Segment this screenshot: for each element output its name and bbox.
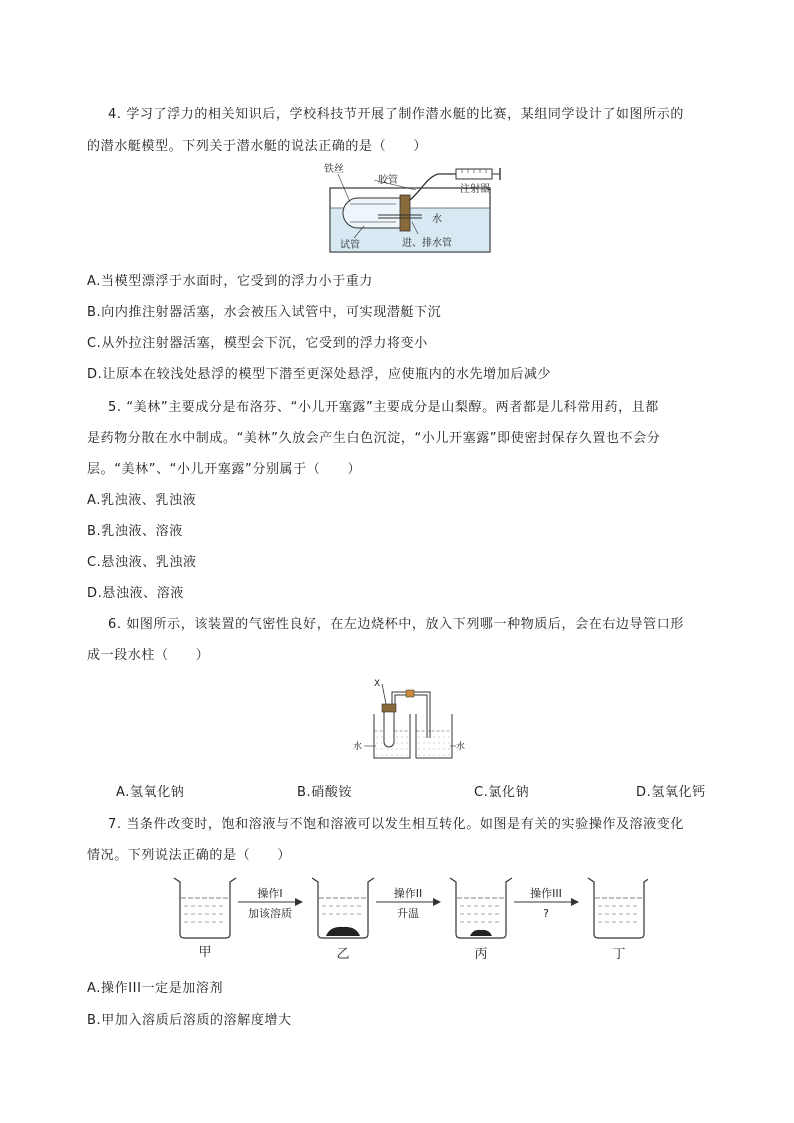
q5-option-a: A.乳浊液、乳浊液	[87, 493, 197, 508]
label-jia: 甲	[198, 945, 212, 960]
q5-option-c: C.悬浊液、乳浊液	[87, 555, 197, 570]
q4-option-b: B.向内推注射器活塞，水会被压入试管中，可实现潜艇下沉	[87, 305, 442, 320]
label-x: X	[374, 679, 381, 689]
q4-option-d: D.让原本在较浅处悬浮的模型下潜至更深处悬浮，应使瓶内的水先增加后减少	[87, 367, 552, 382]
label-zhusheqi: 注射器	[460, 184, 490, 195]
beaker-bing	[450, 878, 512, 938]
label-shiguan: 试管	[340, 240, 360, 251]
q5-option-b: B.乳浊液、溶液	[87, 524, 183, 539]
submarine-model-figure	[318, 160, 508, 255]
op3-sub-label: ?	[543, 907, 549, 920]
beaker-yi	[312, 878, 374, 938]
label-jiaoguan: 胶管	[378, 175, 398, 186]
q4-option-c: C.从外拉注射器活塞，模型会下沉，它受到的浮力将变小	[87, 336, 428, 351]
q7-option-a: A.操作III一定是加溶剂	[87, 981, 224, 996]
q6-option-d: D.氢氧化钙	[636, 785, 706, 800]
solution-process-figure	[168, 872, 648, 962]
op2-sub-label: 升温	[397, 907, 419, 920]
q7-stem-line1: 7. 当条件改变时，饱和溶液与不饱和溶液可以发生相互转化。如图是有关的实验操作及溶液变化	[108, 817, 684, 832]
q6-stem-line2: 成一段水柱（ ）	[87, 648, 210, 663]
label-bing: 丙	[474, 947, 488, 962]
op2-label: 操作II	[393, 887, 423, 900]
q6-stem-line1: 6. 如图所示，该装置的气密性良好，在左边烧杯中，放入下列哪一种物质后，会在右边导管口形	[108, 617, 684, 632]
beaker-apparatus-figure	[352, 676, 467, 764]
label-water-right: 水	[456, 742, 466, 752]
q6-option-a: A.氢氧化钠	[116, 785, 185, 800]
q5-stem-line1: 5. “美林”主要成分是布洛芬、“小儿开塞露”主要成分是山梨醇。两者都是儿科常用药，且都	[108, 400, 659, 415]
beaker-jia	[174, 878, 236, 938]
label-yi: 乙	[336, 947, 350, 962]
op3-label: 操作III	[530, 887, 562, 900]
label-water-left: 水	[353, 742, 363, 752]
q5-stem-line2: 是药物分散在水中制成。“美林”久放会产生白色沉淀，“小儿开塞露”即使密封保存久置也不会分	[87, 431, 661, 446]
q4-stem-line2: 的潜水艇模型。下列关于潜水艇的说法正确的是（ ）	[87, 139, 428, 154]
q6-option-c: C.氯化钠	[474, 785, 530, 800]
q7-stem-line2: 情况。下列说法正确的是（ ）	[87, 848, 292, 863]
q4-option-a: A.当模型漂浮于水面时，它受到的浮力小于重力	[87, 274, 373, 289]
op1-label: 操作I	[257, 887, 283, 900]
q5-option-d: D.悬浊液、溶液	[87, 586, 184, 601]
label-paishuiguan: 进、排水管	[402, 238, 452, 249]
op1-sub-label: 加该溶质	[248, 907, 292, 920]
q6-option-b: B.硝酸铵	[297, 785, 353, 800]
label-ding: 丁	[612, 947, 626, 962]
label-shui: 水	[432, 214, 442, 225]
beaker-ding	[588, 878, 648, 938]
q5-stem-line3: 层。“美林”、“小儿开塞露”分别属于（ ）	[87, 462, 362, 477]
label-tiesi: 铁丝	[324, 164, 344, 175]
q7-option-b: B.甲加入溶质后溶质的溶解度增大	[87, 1013, 292, 1028]
q4-stem-line1: 4. 学习了浮力的相关知识后，学校科技节开展了制作潜水艇的比赛，某组同学设计了如图所示的	[108, 107, 684, 122]
